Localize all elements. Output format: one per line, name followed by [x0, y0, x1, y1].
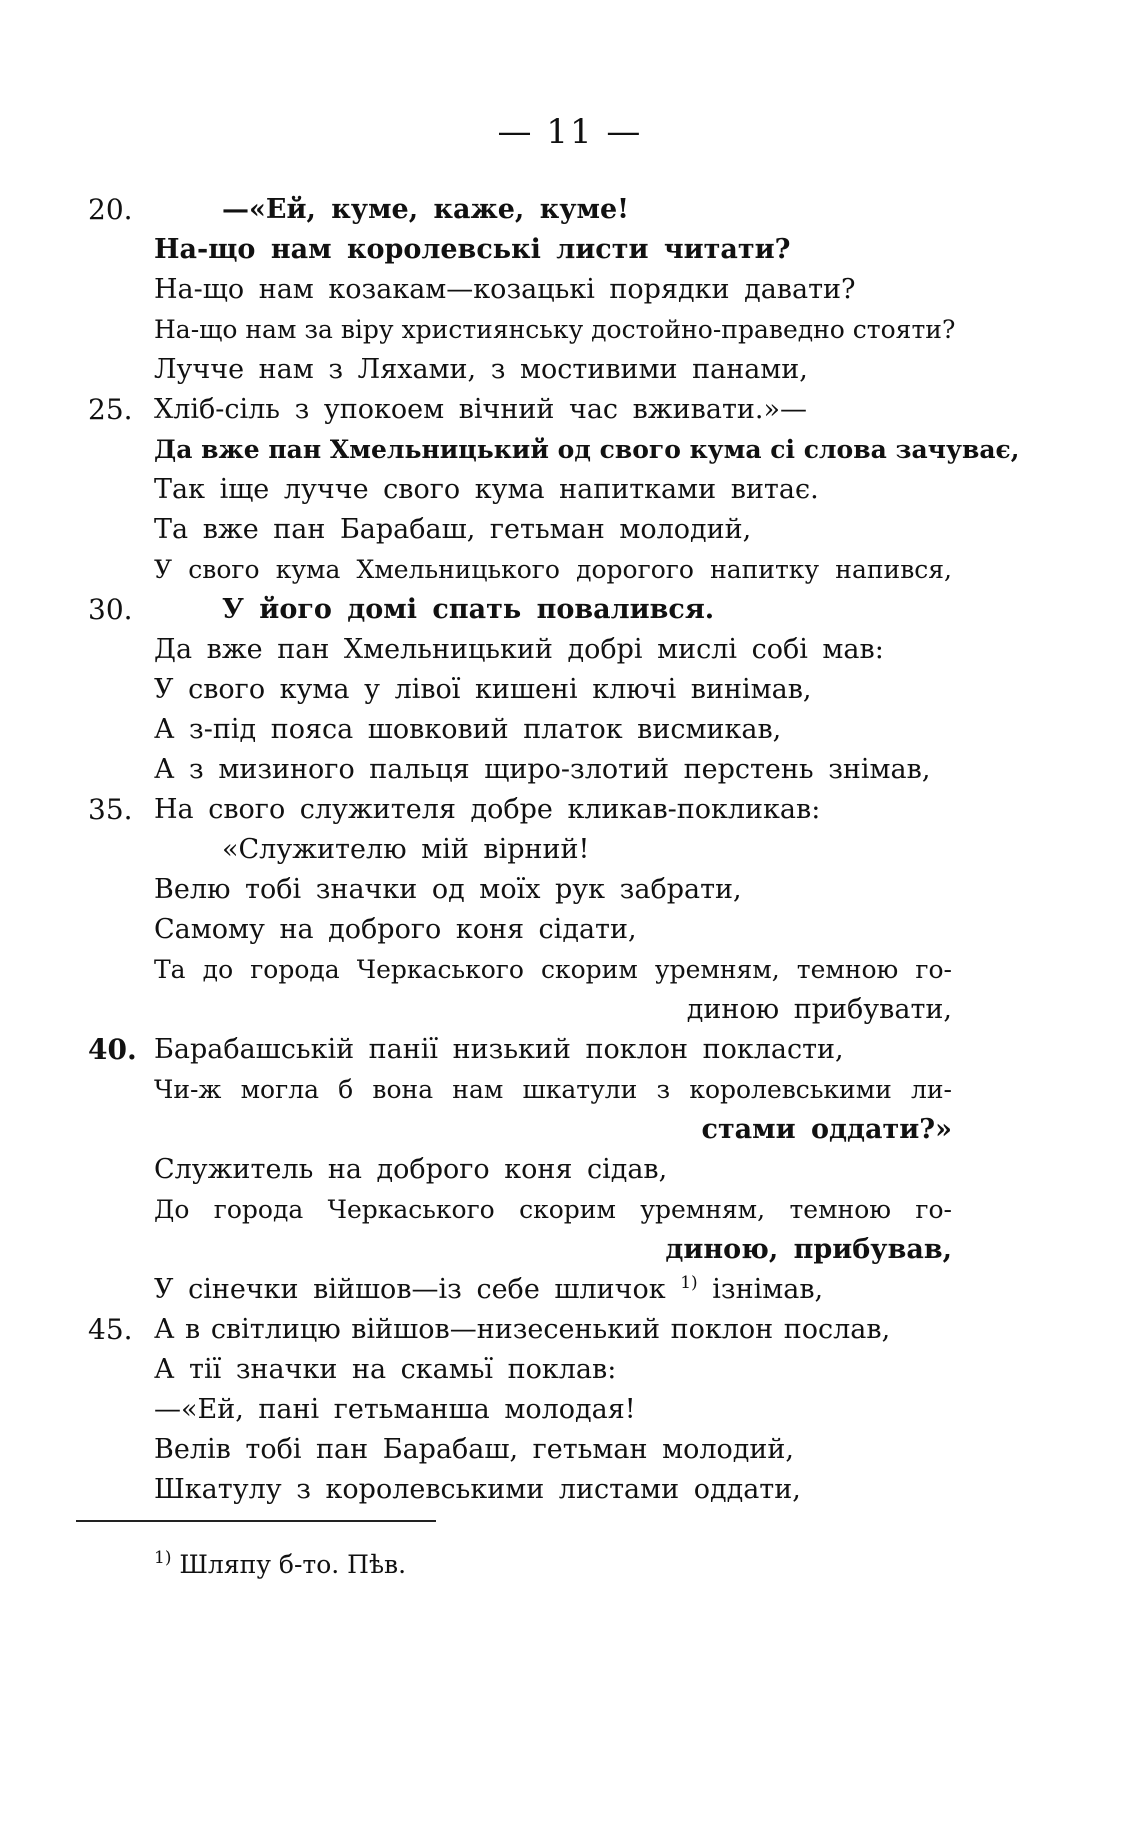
line-text: У свого кума у лівої кишені ключі винімав,	[154, 674, 812, 705]
line-text: На-що нам козакам—козацькі порядки давати?	[154, 274, 856, 305]
poem-line	[0, 190, 1140, 230]
line-number: 30.	[88, 593, 133, 626]
poem-line	[0, 790, 1140, 830]
poem-line	[0, 1390, 1140, 1430]
poem-line	[0, 750, 1140, 790]
poem-line	[0, 1270, 1140, 1310]
poem-line	[0, 510, 1140, 550]
poem-line-continuation	[0, 1230, 1140, 1270]
poem-line-continuation	[0, 1110, 1140, 1150]
line-text: У свого кума Хмельницького дорогого напитку напився,	[154, 555, 952, 584]
line-text: «Служителю мій вірний!	[222, 834, 590, 865]
line-text: Самому на доброго коня сідати,	[154, 914, 637, 945]
poem-line	[0, 1430, 1140, 1470]
poem-line	[0, 270, 1140, 310]
poem-line	[0, 1150, 1140, 1190]
line-text: Шкатулу з королевськими листами оддати,	[154, 1474, 801, 1505]
poem-line-continuation	[0, 990, 1140, 1030]
poem-line	[0, 1190, 1140, 1230]
line-text: А в світлицю війшов—низесенький поклон послав,	[154, 1314, 891, 1345]
line-text: Да вже пан Хмельницький од свого кума сі слова зачуває,	[154, 435, 1020, 464]
footnote	[154, 1545, 406, 1585]
poem-line	[0, 870, 1140, 910]
line-text: На свого служителя добре кликав-покликав:	[154, 794, 821, 825]
footnote-marker: 1)	[154, 1548, 172, 1568]
line-text: Да вже пан Хмельницький добрі мислі собі мав:	[154, 634, 884, 665]
line-text: На-що нам королевські листи читати?	[154, 234, 791, 265]
line-number: 20.	[88, 193, 133, 226]
line-text: Та вже пан Барабаш, гетьман молодий,	[154, 514, 752, 545]
poem-line	[0, 230, 1140, 270]
line-number: 40.	[88, 1033, 137, 1066]
line-text: Чи-ж могла б вона нам шкатули з королевськими ли-	[154, 1075, 952, 1104]
line-text-tail: ізнімав,	[712, 1274, 824, 1305]
footnote-divider	[76, 1520, 436, 1522]
poem-line	[0, 350, 1140, 390]
poem-line	[0, 390, 1140, 430]
poem-body	[0, 190, 1140, 1510]
poem-line	[0, 1470, 1140, 1510]
line-number: 45.	[88, 1313, 133, 1346]
line-text: До города Черкаського скорим уремням, темною го-	[154, 1195, 952, 1224]
line-text: Велю тобі значки од моїх рук забрати,	[154, 874, 742, 905]
line-number: 25.	[88, 393, 133, 426]
poem-line	[0, 1030, 1140, 1070]
line-text: Хліб-сіль з упокоем вічний час вживати.»—	[154, 394, 807, 425]
poem-line	[0, 1310, 1140, 1350]
line-number: 35.	[88, 793, 133, 826]
line-text: —«Ей, куме, каже, куме!	[222, 194, 629, 225]
line-text: Так іще лучче свого кума напитками витає.	[154, 474, 819, 505]
line-text: У його домі спать повалився.	[222, 594, 715, 625]
poem-line	[0, 470, 1140, 510]
poem-line	[0, 550, 1140, 590]
line-text: стами оддати?»	[701, 1114, 952, 1145]
page-number: — 11 —	[497, 112, 643, 152]
poem-line	[0, 710, 1140, 750]
footnote-reference: 1)	[680, 1273, 698, 1293]
poem-line	[0, 590, 1140, 630]
poem-line	[0, 670, 1140, 710]
line-text: На-що нам за віру християнську достойно-праведно стояти?	[154, 315, 956, 344]
line-text: Лучче нам з Ляхами, з мостивими панами,	[154, 354, 808, 385]
poem-line	[0, 910, 1140, 950]
poem-line	[0, 310, 1140, 350]
line-text: Барабашській панії низький поклон покласти,	[154, 1034, 844, 1065]
line-text: Служитель на доброго коня сідав,	[154, 1154, 668, 1185]
line-text-main: У сінечки війшов—із себе шличок	[154, 1274, 666, 1305]
line-text: диною прибувати,	[686, 994, 952, 1025]
line-text: А з-під пояса шовковий платок висмикав,	[154, 714, 782, 745]
line-text: диною, прибував,	[665, 1234, 952, 1265]
footnote-text: Шляпу б-то. Пѣв.	[179, 1550, 407, 1579]
poem-line	[0, 830, 1140, 870]
poem-line	[0, 950, 1140, 990]
line-text: Та до города Черкаського скорим уремням, темною го-	[154, 955, 952, 984]
poem-line	[0, 1350, 1140, 1390]
poem-line	[0, 430, 1140, 470]
line-text: —«Ей, пані гетьманша молодая!	[154, 1394, 636, 1425]
line-text: Велів тобі пан Барабаш, гетьман молодий,	[154, 1434, 794, 1465]
poem-line	[0, 630, 1140, 670]
poem-line	[0, 1070, 1140, 1110]
line-text: А тії значки на скамьї поклав:	[154, 1354, 617, 1385]
line-text	[154, 1270, 952, 1310]
line-text: А з мизиного пальця щиро-злотий перстень знімав,	[154, 754, 931, 785]
